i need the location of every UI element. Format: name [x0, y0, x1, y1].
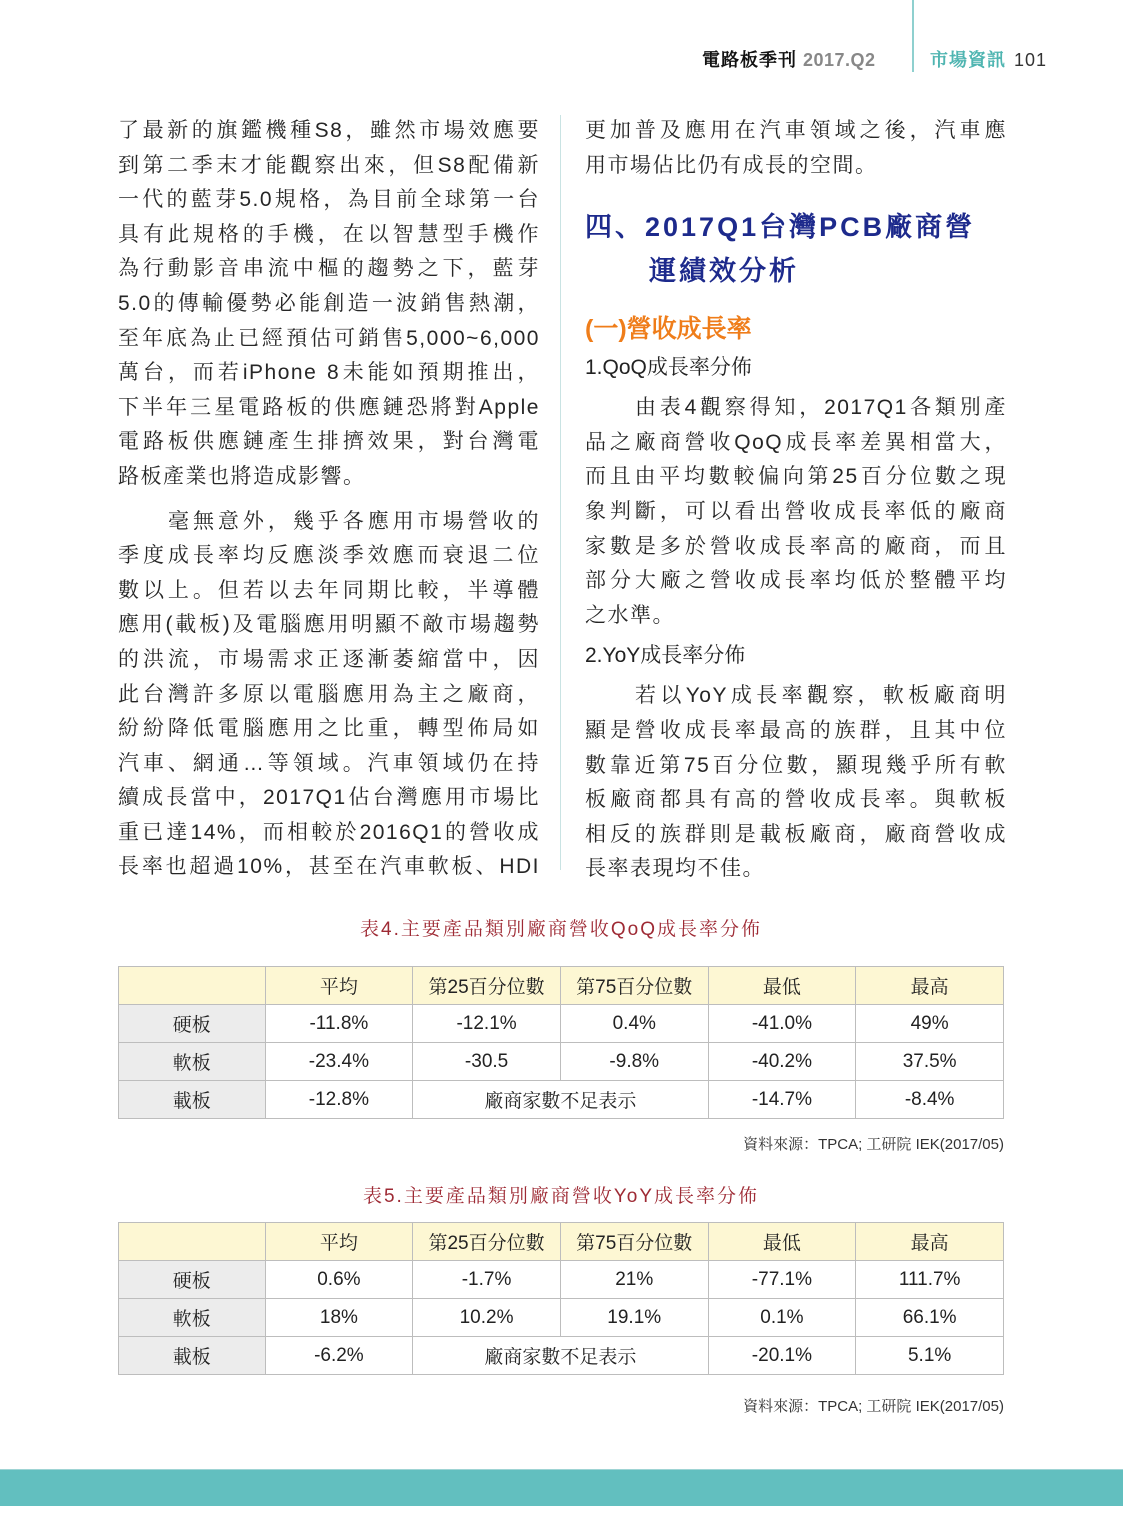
table-cell: 21% — [560, 1261, 708, 1299]
section-name: 市場資訊 — [930, 50, 1006, 70]
text-line: 到第二季末才能觀察出來，但S8配備新 — [118, 153, 540, 177]
table-header-cell: 最低 — [708, 967, 856, 1005]
text-line: 應用(載板)及電腦應用明顯不敵市場趨勢 — [118, 613, 540, 637]
table-header-cell — [119, 967, 266, 1005]
page-number: 101 — [1014, 50, 1048, 70]
table-cell: -23.4% — [265, 1043, 413, 1081]
text-line: 路板產業也將造成影響。 — [118, 464, 366, 488]
table-header-cell: 最高 — [856, 967, 1004, 1005]
table-cell: -20.1% — [708, 1337, 856, 1375]
text-line: 萬台，而若iPhone 8未能如預期推出， — [118, 361, 540, 385]
text-line: 數靠近第75百分位數，顯現幾乎所有軟 — [585, 753, 1007, 777]
table-header-cell: 第75百分位數 — [560, 967, 708, 1005]
text-line: 為行動影音串流中樞的趨勢之下，藍芽 — [118, 257, 540, 281]
table-cell: 19.1% — [560, 1299, 708, 1337]
text-line: 品之廠商營收QoQ成長率差異相當大， — [585, 430, 1007, 454]
text-line: 5.0的傳輸優勢必能創造一波銷售熱潮， — [118, 291, 540, 315]
text-line: 家數是多於營收成長率高的廠商，而且 — [585, 534, 1007, 558]
table-header-cell: 平均 — [265, 967, 413, 1005]
table-cell: -77.1% — [708, 1261, 856, 1299]
running-header-right — [930, 46, 1047, 74]
text-line: 具有此規格的手機，在以智慧型手機作 — [118, 222, 540, 246]
table5 — [118, 1222, 1004, 1375]
text-line: 至年底為止已經預估可銷售5,000~6,000 — [118, 326, 540, 350]
table4 — [118, 966, 1004, 1119]
text-line: 用市場佔比仍有成長的空間。 — [585, 153, 878, 177]
item-1-paragraph — [585, 391, 1007, 633]
paragraph-1 — [118, 114, 540, 495]
row-label: 軟板 — [119, 1299, 266, 1337]
section-heading — [585, 205, 1007, 293]
table-cell: -8.4% — [856, 1081, 1004, 1119]
column-divider — [560, 115, 561, 870]
table-header-cell: 平均 — [265, 1223, 413, 1261]
text-line: 更加普及應用在汽車領域之後，汽車應 — [585, 119, 1007, 142]
running-header-left — [702, 46, 876, 74]
table-row — [119, 1337, 1004, 1375]
table-cell: 0.4% — [560, 1005, 708, 1043]
table5-caption: 表5.主要產品類別廠商營收YoY成長率分佈 — [362, 1186, 759, 1207]
table-cell: 0.1% — [708, 1299, 856, 1337]
table-cell: -6.2% — [265, 1337, 413, 1375]
text-line: 而且由平均數較偏向第25百分位數之現 — [585, 465, 1007, 489]
table-cell: 37.5% — [856, 1043, 1004, 1081]
text-line: 紛紛降低電腦應用之比重，轉型佈局如 — [118, 717, 540, 741]
table-cell: 5.1% — [856, 1337, 1004, 1375]
table-cell: 49% — [856, 1005, 1004, 1043]
table-cell: 18% — [265, 1299, 413, 1337]
text-line: 相反的族群則是載板廠商，廠商營收成 — [585, 822, 1007, 846]
text-line: 下半年三星電路板的供應鏈恐將對Apple — [118, 395, 540, 419]
text-line: 季度成長率均反應淡季效應而衰退二位 — [118, 544, 540, 568]
text-line: 此台灣許多原以電腦應用為主之廠商， — [118, 682, 540, 706]
text-line: 象判斷，可以看出營收成長率低的廠商 — [585, 499, 1007, 523]
table5-source: 資料來源：TPCA; 工研院 IEK(2017/05) — [743, 1398, 1004, 1415]
item-2-title: 2.YoY成長率分佈 — [585, 644, 746, 668]
table-header-cell: 第75百分位數 — [560, 1223, 708, 1261]
table-row — [119, 1261, 1004, 1299]
item-1-title: 1.QoQ成長率分佈 — [585, 356, 752, 380]
table-row — [119, 1005, 1004, 1043]
table-row — [119, 1299, 1004, 1337]
subheading: (一)營收成長率 — [585, 315, 752, 344]
table-cell: 66.1% — [856, 1299, 1004, 1337]
table-header-cell: 最低 — [708, 1223, 856, 1261]
table-header-row — [119, 967, 1004, 1005]
paragraph-2 — [118, 505, 540, 886]
text-line: 顯是營收成長率最高的族群，且其中位 — [585, 718, 1007, 742]
row-label: 硬板 — [119, 1005, 266, 1043]
right-column — [585, 114, 1007, 887]
text-line: 重已達14%，而相較於2016Q1的營收成 — [118, 820, 540, 844]
table-row — [119, 1081, 1004, 1119]
journal-title: 電路板季刊 — [702, 50, 797, 70]
table-header-cell: 第25百分位數 — [413, 967, 561, 1005]
table4-source: 資料來源：TPCA; 工研院 IEK(2017/05) — [743, 1136, 1004, 1153]
table-row — [119, 1043, 1004, 1081]
table-header-cell: 第25百分位數 — [413, 1223, 561, 1261]
text-line: 由表4觀察得知，2017Q1各類別產 — [635, 396, 1007, 420]
text-line: 汽車、網通…等領域。汽車領域仍在持 — [118, 751, 540, 775]
item-2-paragraph — [585, 679, 1007, 887]
row-label: 載板 — [119, 1337, 266, 1375]
row-label: 軟板 — [119, 1043, 266, 1081]
section-heading-line-2: 運績效分析 — [649, 256, 799, 287]
text-line: 長率也超過10%，甚至在汽車軟板、HDI — [118, 855, 540, 879]
table-cell: -1.7% — [413, 1261, 561, 1299]
table-cell: -41.0% — [708, 1005, 856, 1043]
table-header-row — [119, 1223, 1004, 1261]
text-line: 的洪流，市場需求正逐漸萎縮當中，因 — [118, 647, 540, 671]
text-line: 板廠商都具有高的營收成長率。與軟板 — [585, 788, 1007, 812]
table-cell: -12.1% — [413, 1005, 561, 1043]
footer-bar — [0, 1469, 1123, 1506]
table-cell: -30.5 — [413, 1043, 561, 1081]
left-column — [118, 114, 540, 885]
text-line: 長率表現均不佳。 — [585, 857, 765, 881]
merged-cell: 廠商家數不足表示 — [413, 1337, 708, 1375]
merged-cell: 廠商家數不足表示 — [413, 1081, 708, 1119]
table-cell: 0.6% — [265, 1261, 413, 1299]
table-cell: 10.2% — [413, 1299, 561, 1337]
row-label: 載板 — [119, 1081, 266, 1119]
text-line: 若以YoY成長率觀察，軟板廠商明 — [635, 684, 1007, 708]
text-line: 之水準。 — [585, 603, 675, 627]
text-line: 部分大廠之營收成長率均低於整體平均 — [585, 569, 1007, 593]
section-heading-line-1: 四、2017Q1台灣PCB廠商營 — [585, 212, 976, 243]
text-line: 電路板供應鏈產生排擠效果，對台灣電 — [118, 430, 540, 454]
text-line: 了最新的旗鑑機種S8，雖然市場效應要 — [118, 119, 540, 142]
text-line: 續成長當中，2017Q1佔台灣應用市場比 — [118, 786, 540, 810]
table-cell: -12.8% — [265, 1081, 413, 1119]
text-line: 毫無意外，幾乎各應用市場營收的 — [168, 509, 540, 533]
table-cell: -9.8% — [560, 1043, 708, 1081]
table4-caption: 表4.主要產品類別廠商營收QoQ成長率分佈 — [360, 919, 762, 940]
issue-label: 2017.Q2 — [803, 50, 876, 70]
table-cell: -40.2% — [708, 1043, 856, 1081]
table-cell: -11.8% — [265, 1005, 413, 1043]
text-line: 一代的藍芽5.0規格，為目前全球第一台 — [118, 188, 540, 212]
table-cell: -14.7% — [708, 1081, 856, 1119]
row-label: 硬板 — [119, 1261, 266, 1299]
header-divider — [912, 0, 914, 72]
table-cell: 111.7% — [856, 1261, 1004, 1299]
table-header-cell — [119, 1223, 266, 1261]
table-header-cell: 最高 — [856, 1223, 1004, 1261]
text-line: 數以上。但若以去年同期比較，半導體 — [118, 578, 540, 602]
